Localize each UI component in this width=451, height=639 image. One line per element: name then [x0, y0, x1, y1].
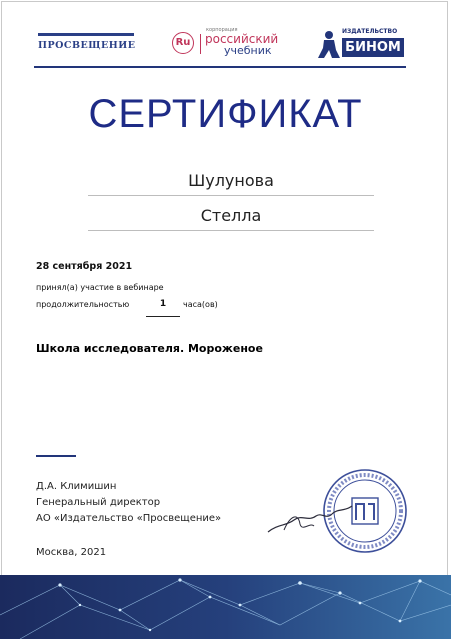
city-year: Москва, 2021 — [36, 547, 107, 558]
duration-label: продолжительностью — [36, 300, 130, 309]
webinar-date: 28 сентября 2021 — [36, 261, 133, 272]
binom-logo — [318, 26, 410, 62]
ru-logo-small-text: корпорация — [206, 27, 238, 33]
webinar-title: Школа исследователя. Мороженое — [36, 342, 263, 355]
header-divider — [34, 66, 406, 68]
recipient-first-name: Стелла — [88, 206, 374, 231]
signatory-name: Д.А. Климишин — [36, 481, 117, 492]
logo-bar — [38, 33, 134, 36]
binom-logo-text: БИНОМ — [342, 38, 404, 57]
ru-circle-icon: Ru — [172, 32, 194, 54]
duration-unit: часа(ов) — [183, 300, 218, 309]
logo-separator — [200, 34, 201, 54]
duration-value: 1 — [146, 299, 180, 317]
seated-figure-icon — [318, 30, 340, 60]
binom-logo-top-text: ИЗДАТЕЛЬСТВО — [342, 28, 398, 35]
signatory-organization: АО «Издательство «Просвещение» — [36, 513, 222, 524]
participation-text: принял(а) участие в вебинаре — [36, 283, 164, 292]
certificate-title: СЕРТИФИКАТ — [88, 92, 363, 136]
prosveshchenie-logo-text: ПРОСВЕЩЕНИЕ — [38, 40, 136, 51]
signatory-position: Генеральный директор — [36, 497, 161, 508]
prosveshchenie-logo — [38, 33, 138, 51]
ru-logo-line2: учебник — [224, 44, 272, 57]
recipient-surname: Шулунова — [88, 171, 374, 196]
handwritten-signature-icon — [264, 496, 356, 540]
decorative-footer-banner — [0, 575, 451, 639]
russian-textbook-logo — [172, 26, 312, 60]
signature-divider — [36, 455, 76, 457]
ru-logo-line1: российский — [205, 32, 279, 46]
